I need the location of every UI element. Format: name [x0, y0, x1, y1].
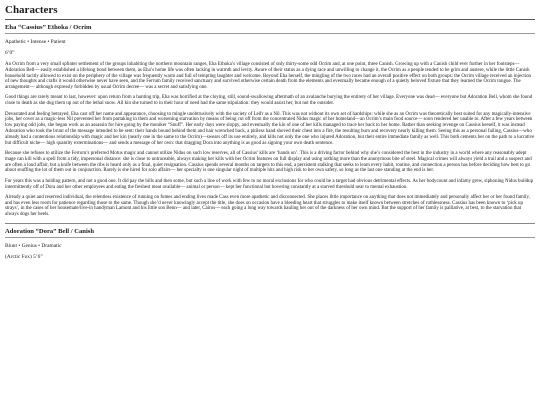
character-height: (Arctic Fox) 5’6” [5, 253, 43, 260]
character-traits: Blunt • Genius • Dramatic [5, 242, 62, 249]
bio-paragraph: An Ocrim from a very small splinter settlement of the groups inhabiting the northern mountain ranges, Eha Ethoka’s village consisted of only thirty-some odd Ocrim and, at one point, three Canish. Growing up with a Canish child ever further in her footsteps— Adoration Bell— easily established a lifelong bond between them, as Eha’s home life was often lacking in warmth and levity. Aware of their status as a dying race and unwilling to change it, the Ocrim as a people tended to be grim and austere, while the little Canish household tacitly allowed to exist on the periphery of the village was frequently warm and full of tempting laughter and welcome. Beyond Eha herself, the mingling of the two races had an overall positive effect on both groups: the Ocrim village received an injection of new thoughts and crafts it would otherwise never have seen, and the Ferrum family received sanctuary and survived otherwise certain death from the elements and eventually became enough of a quietly beloved fixture that they learned the Ocrim tongue. The arrangement— although expressly forbidden by usual Ocrim decree— was a secret and satisfying one. [5, 61, 532, 91]
character-traits: Apathetic • Intense • Patient [5, 39, 66, 45]
bio-paragraph: Devastated and feeling betrayed, Eha cast off her name and appearance, choosing to mingle unobtrusively with the society of Leifr as a Nil. This was not without its own set of hardships: while she as an Ocrim was theoretically best suited for any magically-intensive jobs, her cover as a magic-less Nil prevented her from partaking in them and worsening starvation by means of being cut off from the concentrated Nidus magic of her homeland—an Ocrim’s main food source— soon rendered her unable to. After a few years between low paying odd jobs, she began work as an assassin for hire going by the moniker “Snuff”. Her early days were sloppy, and eventually the kin of one of her kills managed to trace her back to her home. Rather than seeking revenge on Cassius herself, it was instead Adoration who took the brunt of the message intended to be sent: their hands bound behind them and hair wrenched back, a pitiless hand shoved their chest into a fire, the resulting burn and recovery nearly killing them. Seeing this as a personal failing, Cassius—who already had a contentious relationship with magic and her kin (nearly one in the same to the Ocrim)—swears off its use entirely, and kills not only the one who injured Adoration, but their entire immediate family as well. This both cements her on the path to a lucrative but difficult niche— high quantity exterminations— and sends a message of her own: that dragging Dora into anything is as good as signing your own death sentence. [5, 111, 535, 146]
bio-paragraph: Good things are rarely meant to last, however: upon return from a hunting trip, Eha was horrified at the cloying, still, sound-swallowing aftermath of an avalanche burying the entirety of her village. Everyone was dead— everyone but Adoration Bell, whom she found close to death as she dug them up out of the lethal snow. All kin she turned to in their hour of need had the same stipulation: they would assist her, but not the outsider. [5, 95, 533, 107]
character-heading: Eha “Cassius” Ethoka / Ocrim [5, 24, 535, 34]
character-heading: Adoration “Dora” Bell / Canish [5, 228, 535, 238]
bio-paragraph: Because she refuses to utilize the Ferrum’s preferred Motus magic and cannot utilize Nidus on such low reserves, all of Cassius’ kills are ‘hands on’. This is a driving factor behind why she’s considered the best in the industry in a world where any reasonably adept mage can kill with a spell from a tidy, impersonal distance: she is close to untraceable, always making her kills with her Ocrim features on full display and using nothing more than the anonymous bite of steel. Magical crimes will always yield a trail and a suspect and are often a loud affair, but a knife between the ribs is heard only as a final, quiet resignation. Cassius spends several months on targets to this end, a persistent stalking that seeks to learn every habit, routine, and connection a person has before deciding how best to go about snuffing the lot of them out in conjunction. Rarely is she hired for solo affairs— her specialty is one singular night of multiple hits and high risk to her own safety, so long as the last one standing at the end is her. [5, 150, 532, 174]
bio-paragraph: Already a quiet and reserved individual, the relentless existence of running on fumes and ending lives made Cass even more apathetic and disconnected. She places little importance on anything that does not immediately and personally affect her or her found family, and has even less room for patience regarding those to the same. Though she’d never knowingly accept the title, she does on occasion have a bleeding heart that struggles to make itself known between stretches of ruthlessness. Cassius has been known to ‘pick up strays’, in the cases of her housemate/live-in handyman Lamont and his little son Benn— and later, Cairos— each going a long way towards hauling her out of the darkness of her own mind. But the support of her family is palliative, at best, to the starvation that always dogs her heels. [5, 194, 530, 218]
bio-paragraph: For years this was a holding pattern, and not a good one. It did pay the bills and then some, but such a line of work with few to no moral exclusions for who could be a target had obvious detrimental effects. As her bodycount and infamy grew, siphoning Nidus buildup intermittently off of Dora and her other employees and eating the freshest meat available— animal or person— kept her functional but hovering constantly at a starved threshold near to mental exhaustion. [5, 178, 534, 190]
page-title: Characters [5, 4, 535, 20]
section-divider [5, 223, 535, 224]
character-height: 6’0” [5, 50, 15, 57]
character-section-dora [5, 228, 535, 261]
character-section-cassius [5, 24, 535, 218]
